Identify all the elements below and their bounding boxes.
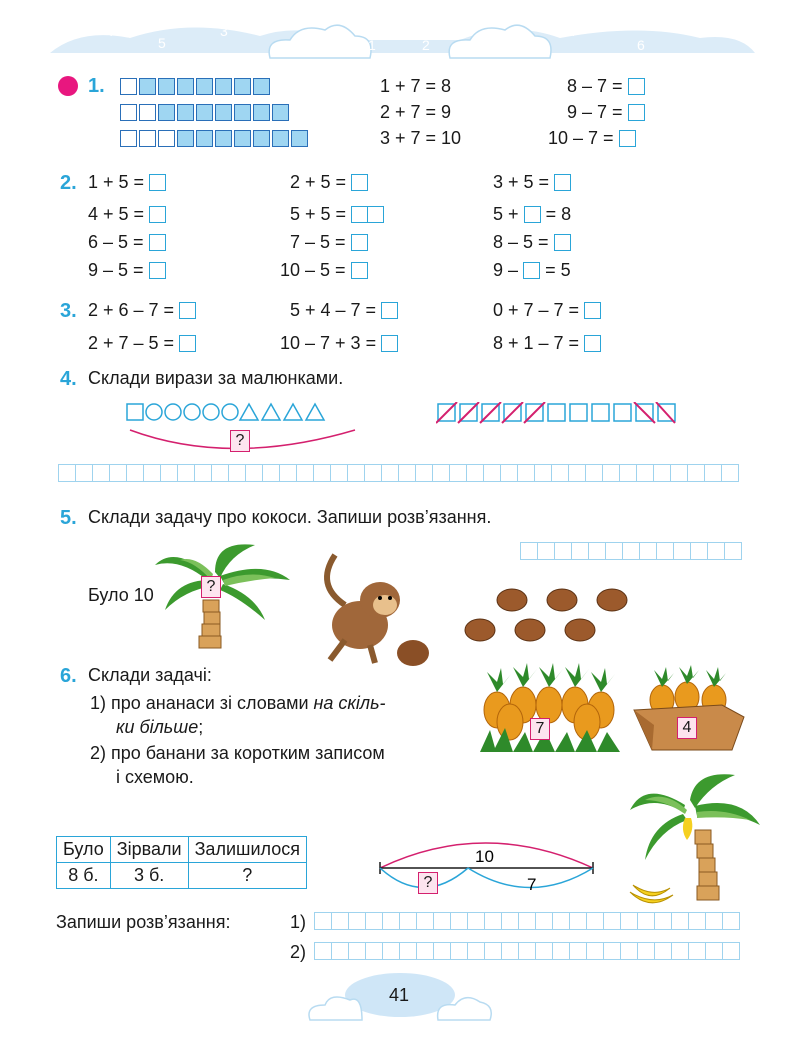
pineapple-crate-image <box>632 665 747 755</box>
expression: 9 – = 5 <box>493 260 571 280</box>
grid-cell[interactable] <box>466 464 484 482</box>
grid-cell[interactable] <box>620 942 638 960</box>
grid-cell[interactable] <box>500 464 518 482</box>
grid-cell[interactable] <box>262 464 280 482</box>
answer-box[interactable] <box>351 206 368 223</box>
grid-cell[interactable] <box>552 942 570 960</box>
grid-cell[interactable] <box>688 912 706 930</box>
grid-cell[interactable] <box>619 464 637 482</box>
expression: 1 + 5 = <box>88 172 166 193</box>
palm-tree-image <box>155 540 295 650</box>
grid-cell[interactable] <box>535 912 553 930</box>
grid-cell[interactable] <box>637 912 655 930</box>
scheme-part: 7 <box>527 875 537 894</box>
grid-cell[interactable] <box>365 912 383 930</box>
grid-cell[interactable] <box>705 912 723 930</box>
exercise-4-text: Склади вирази за малюнками. <box>88 368 344 388</box>
answer-grid[interactable] <box>314 912 739 930</box>
grid-cell[interactable] <box>722 912 740 930</box>
grid-cell[interactable] <box>449 464 467 482</box>
grid-cell[interactable] <box>313 464 331 482</box>
answer-box[interactable] <box>351 174 368 191</box>
answer-box[interactable] <box>584 335 601 352</box>
header-number: 5 <box>158 35 166 51</box>
answer-box[interactable] <box>523 262 540 279</box>
expression: 3 + 5 = <box>493 172 571 193</box>
grid-cell[interactable] <box>517 464 535 482</box>
exercise-6-item-1: 1) про ананаси зі словами на скіль- <box>90 693 386 713</box>
grid-cell[interactable] <box>314 912 332 930</box>
scheme-total: 10 <box>475 847 494 866</box>
task-expression: 10 – 7 = <box>548 128 636 149</box>
grid-cell[interactable] <box>92 464 110 482</box>
grid-cell[interactable] <box>603 912 621 930</box>
answer-box[interactable] <box>179 302 196 319</box>
expression: 5 + = 8 <box>493 204 572 224</box>
grid-cell[interactable] <box>603 942 621 960</box>
grid-cell[interactable] <box>707 542 725 560</box>
table-header: Було <box>57 837 111 863</box>
grid-cell[interactable] <box>552 912 570 930</box>
grid-cell[interactable] <box>126 464 144 482</box>
answer-box[interactable] <box>351 234 368 251</box>
expression: 10 – 5 = <box>280 260 368 281</box>
question-box: ? <box>230 430 250 452</box>
answer-box[interactable] <box>554 234 571 251</box>
grid-cell[interactable] <box>671 912 689 930</box>
exercise-6-item-1-cont: ки більше; <box>116 717 204 737</box>
header-number: 1 <box>368 37 376 53</box>
grid-cell[interactable] <box>518 912 536 930</box>
expression: 2 + 5 = <box>290 172 368 193</box>
answer-box[interactable] <box>381 302 398 319</box>
answer-box[interactable] <box>149 234 166 251</box>
exercise-6-item-2: 2) про банани за коротким записом <box>90 743 385 763</box>
exercise-5-text: Склади задачу про кокоси. Запиши розв’язання. <box>88 507 492 527</box>
answer-grid[interactable] <box>520 542 741 560</box>
grid-cell[interactable] <box>724 542 742 560</box>
grid-cell[interactable] <box>381 464 399 482</box>
square-row-2 <box>120 104 291 126</box>
exercise-1-number: 1. <box>88 75 105 97</box>
answer-box[interactable] <box>367 206 384 223</box>
table-cell: 3 б. <box>110 863 188 889</box>
grid-cell[interactable] <box>602 464 620 482</box>
grid-cell[interactable] <box>636 464 654 482</box>
grid-cell[interactable] <box>654 942 672 960</box>
grid-cell[interactable] <box>296 464 314 482</box>
equation: 2 + 7 = 9 <box>380 102 452 122</box>
answer-box[interactable] <box>628 78 645 95</box>
coconuts-image <box>462 588 642 658</box>
grid-cell[interactable] <box>605 542 623 560</box>
answer-line-number: 1) <box>290 912 307 932</box>
grid-cell[interactable] <box>704 464 722 482</box>
grid-cell[interactable] <box>143 464 161 482</box>
answer-box[interactable] <box>179 335 196 352</box>
grid-cell[interactable] <box>483 464 501 482</box>
crossed-squares-figure <box>436 402 676 424</box>
grid-cell[interactable] <box>58 464 76 482</box>
grid-cell[interactable] <box>705 942 723 960</box>
grid-cell[interactable] <box>520 542 538 560</box>
grid-cell[interactable] <box>467 912 485 930</box>
answer-box[interactable] <box>381 335 398 352</box>
grid-cell[interactable] <box>245 464 263 482</box>
grid-cell[interactable] <box>109 464 127 482</box>
task-expression: 9 – 7 = <box>567 102 645 123</box>
scheme-diagram <box>375 832 605 902</box>
answer-label: Запиши розв’язання: <box>56 912 231 932</box>
grid-cell[interactable] <box>177 464 195 482</box>
answer-box[interactable] <box>584 302 601 319</box>
answer-box[interactable] <box>554 174 571 191</box>
square-row-1 <box>120 78 272 100</box>
expression: 5 + 5 = <box>290 204 384 225</box>
grid-cell[interactable] <box>588 542 606 560</box>
grid-cell[interactable] <box>673 542 691 560</box>
equation: 3 + 7 = 10 <box>380 128 462 148</box>
expression: 4 + 5 = <box>88 204 166 225</box>
expression: 9 – 5 = <box>88 260 166 281</box>
expression: 5 + 4 – 7 = <box>290 300 398 321</box>
expression: 8 + 1 – 7 = <box>493 333 601 354</box>
pineapple-count-box: 7 <box>530 718 550 740</box>
grid-cell[interactable] <box>537 542 555 560</box>
expression: 6 – 5 = <box>88 232 166 253</box>
answer-box[interactable] <box>149 262 166 279</box>
exercise-3-number: 3. <box>60 300 77 322</box>
grid-cell[interactable] <box>348 912 366 930</box>
exercise-5-number: 5. <box>60 507 77 529</box>
grid-cell[interactable] <box>450 912 468 930</box>
grid-cell[interactable] <box>534 464 552 482</box>
grid-cell[interactable] <box>622 542 640 560</box>
grid-cell[interactable] <box>721 464 739 482</box>
grid-cell[interactable] <box>398 464 416 482</box>
grid-cell[interactable] <box>554 542 572 560</box>
answer-box[interactable] <box>619 130 636 147</box>
table-header: Зірвали <box>110 837 188 863</box>
grid-cell[interactable] <box>656 542 674 560</box>
header-number: 6 <box>637 37 645 53</box>
header-number: 7 <box>108 23 116 39</box>
bulo-label: Було 10 <box>88 585 154 605</box>
grid-cell[interactable] <box>331 912 349 930</box>
task-expression: 8 – 7 = <box>567 76 645 97</box>
monkey-image <box>305 545 435 670</box>
grid-cell[interactable] <box>688 942 706 960</box>
grid-cell[interactable] <box>194 464 212 482</box>
exercise-6-title: Склади задачі: <box>88 665 212 685</box>
grid-cell[interactable] <box>670 464 688 482</box>
grid-cell[interactable] <box>639 542 657 560</box>
expression: 7 – 5 = <box>290 232 368 253</box>
grid-cell[interactable] <box>637 942 655 960</box>
answer-box[interactable] <box>628 104 645 121</box>
grid-cell[interactable] <box>551 464 569 482</box>
grid-cell[interactable] <box>568 464 586 482</box>
grid-cell[interactable] <box>671 942 689 960</box>
grid-cell[interactable] <box>501 912 519 930</box>
answer-grid[interactable] <box>58 464 738 482</box>
table-cell: 8 б. <box>57 863 111 889</box>
grid-cell[interactable] <box>620 912 638 930</box>
expression: 10 – 7 + 3 = <box>280 333 398 354</box>
exercise-4-number: 4. <box>60 368 77 390</box>
page-number: 41 <box>389 985 410 1005</box>
answer-box[interactable] <box>351 262 368 279</box>
header-number: 0 <box>396 15 404 31</box>
expression: 0 + 7 – 7 = <box>493 300 601 321</box>
grid-cell[interactable] <box>722 942 740 960</box>
grid-cell[interactable] <box>211 464 229 482</box>
grid-cell[interactable] <box>279 464 297 482</box>
question-box: ? <box>201 576 221 598</box>
grid-cell[interactable] <box>364 464 382 482</box>
table-header: Залишилося <box>188 837 306 863</box>
table-cell: ? <box>188 863 306 889</box>
grid-cell[interactable] <box>228 464 246 482</box>
crate-count-box: 4 <box>677 717 697 739</box>
grid-cell[interactable] <box>518 942 536 960</box>
grid-cell[interactable] <box>586 942 604 960</box>
equation: 1 + 7 = 8 <box>380 76 452 96</box>
pink-dot-marker <box>58 76 78 96</box>
grid-cell[interactable] <box>415 464 433 482</box>
grid-cell[interactable] <box>569 942 587 960</box>
answer-box[interactable] <box>149 206 166 223</box>
banana-palm-image <box>625 770 765 915</box>
expression: 8 – 5 = <box>493 232 571 253</box>
grid-cell[interactable] <box>432 464 450 482</box>
grid-cell[interactable] <box>416 912 434 930</box>
grid-cell[interactable] <box>654 912 672 930</box>
answer-box[interactable] <box>524 206 541 223</box>
grid-cell[interactable] <box>399 912 417 930</box>
grid-cell[interactable] <box>687 464 705 482</box>
grid-cell[interactable] <box>75 464 93 482</box>
grid-cell[interactable] <box>690 542 708 560</box>
exercise-2-number: 2. <box>60 172 77 194</box>
grid-cell[interactable] <box>653 464 671 482</box>
grid-cell[interactable] <box>484 912 502 930</box>
grid-cell[interactable] <box>347 464 365 482</box>
grid-cell[interactable] <box>330 464 348 482</box>
short-record-table <box>56 836 307 889</box>
scheme-question-box: ? <box>418 872 438 894</box>
expression: 2 + 6 – 7 = <box>88 300 196 321</box>
expression: 2 + 7 – 5 = <box>88 333 196 354</box>
grid-cell[interactable] <box>569 912 587 930</box>
grid-cell[interactable] <box>501 942 519 960</box>
grid-cell[interactable] <box>585 464 603 482</box>
header-number: 3 <box>220 23 228 39</box>
header-number: 8 <box>690 23 698 39</box>
grid-cell[interactable] <box>160 464 178 482</box>
grid-cell[interactable] <box>586 912 604 930</box>
exercise-6-item-2-cont: і схемою. <box>116 767 194 787</box>
square-row-3 <box>120 130 310 152</box>
grid-cell[interactable] <box>535 942 553 960</box>
exercise-6-number: 6. <box>60 665 77 687</box>
answer-line-number: 2) <box>290 942 307 962</box>
grid-cell[interactable] <box>571 542 589 560</box>
grid-cell[interactable] <box>382 912 400 930</box>
header-clouds <box>40 8 760 68</box>
pineapples-image <box>475 660 625 755</box>
answer-box[interactable] <box>149 174 166 191</box>
grid-cell[interactable] <box>433 912 451 930</box>
header-number: 4 <box>568 23 576 39</box>
header-number: 2 <box>422 37 430 53</box>
